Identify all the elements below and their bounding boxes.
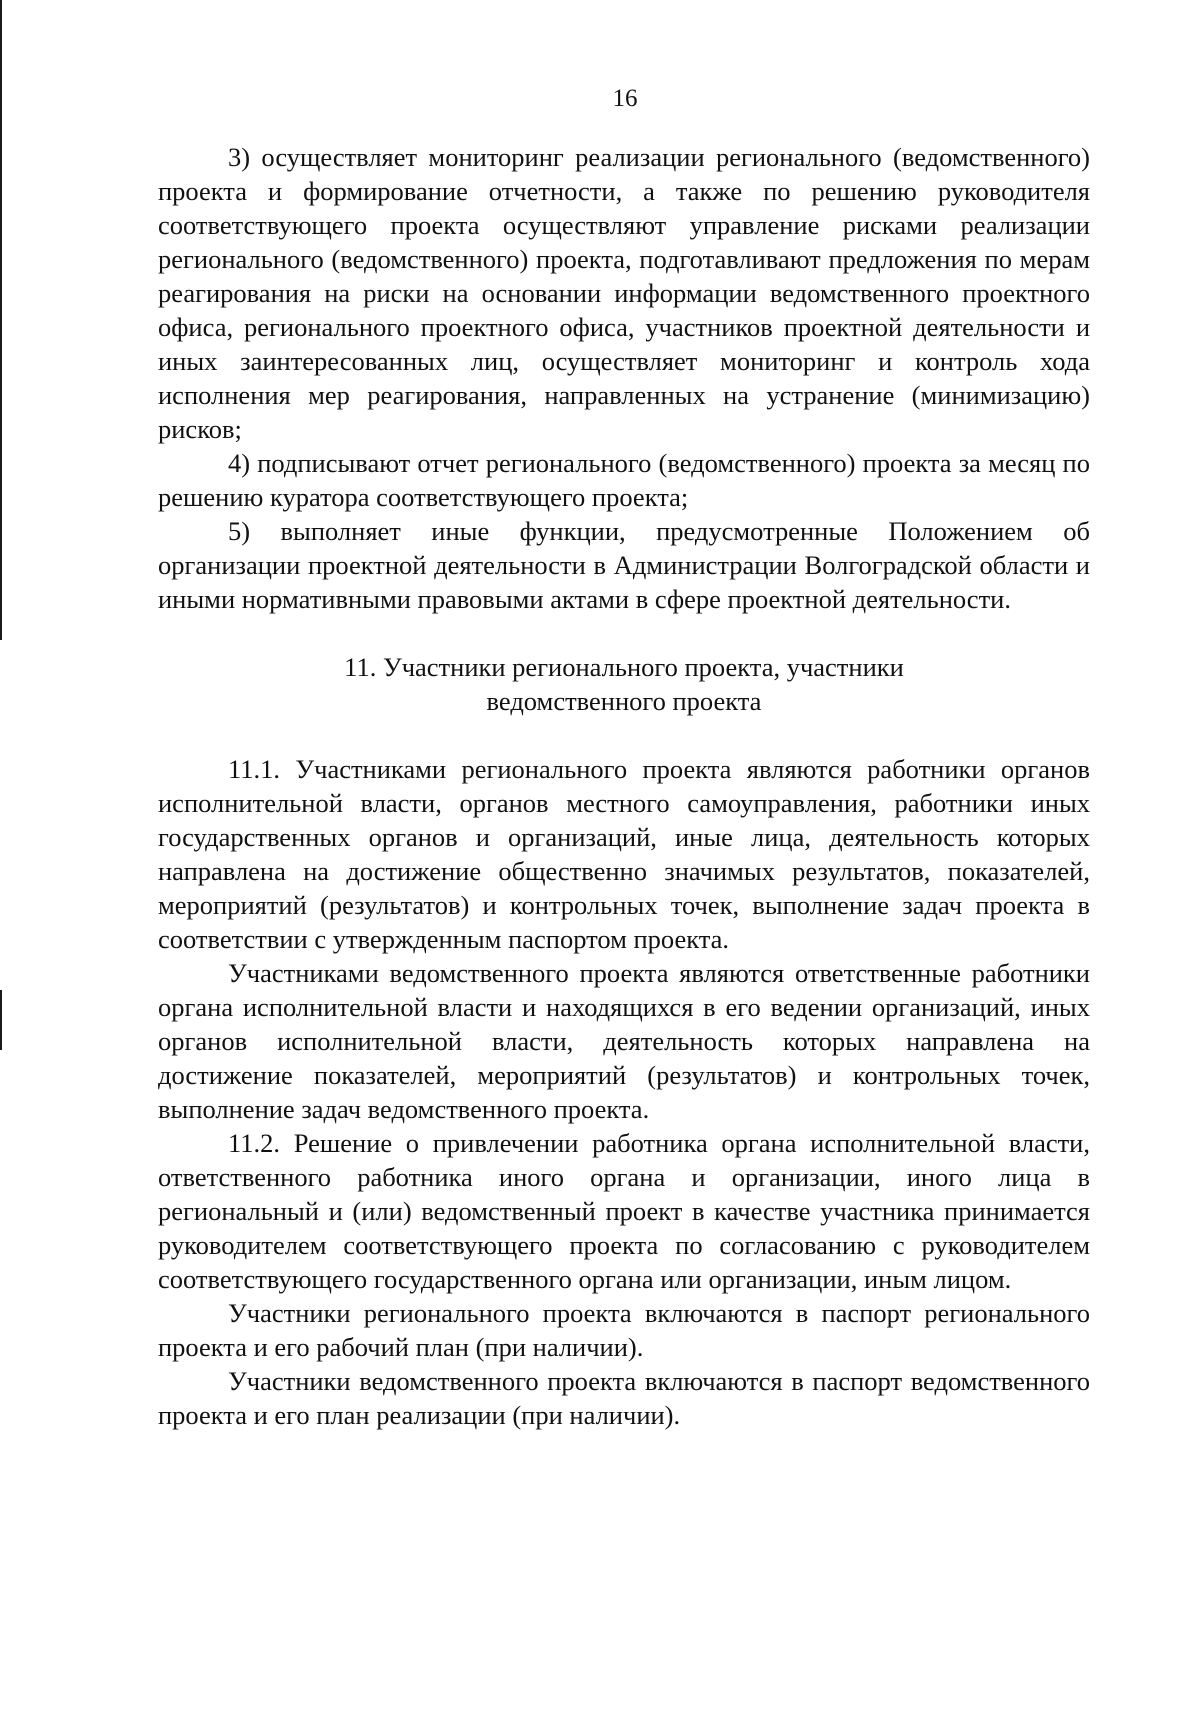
page-number: 16	[612, 85, 638, 112]
paragraph-item-3: 3) осуществляет мониторинг реализации регионального (ведомственного) проекта и формирование отчетности, а также по решению руководителя соответствующего проекта осуществляют управление рисками реализации регионального (ведомственного) проекта, подготавливают предложения по мерам реагирования на риски на основании информации ведомственного проектного офиса, регионального проектного офиса, участников проектной деятельности и иных заинтересованных лиц, осуществляет мониторинг и контроль хода исполнения мер реагирования, направленных на устранение (минимизацию) рисков;	[158, 142, 1090, 444]
section-heading-line-1: 11. Участники регионального проекта, участники	[344, 652, 904, 682]
paragraph-regional-passport: Участники регионального проекта включаются в паспорт регионального проекта и его рабочий план (при наличии).	[158, 1298, 1090, 1362]
paragraph-11-2: 11.2. Решение о привлечении работника органа исполнительной власти, ответственного работника иного органа и организации, иного лица в региональный и (или) ведомственный проект в качестве участника принимается руководителем соответствующего проекта по согласованию с руководителем соответствующего государственного органа или организации, иным лицом.	[158, 1128, 1090, 1294]
section-heading	[158, 650, 1090, 718]
paragraph-departmental-passport: Участники ведомственного проекта включаются в паспорт ведомственного проекта и его план реализации (при наличии).	[158, 1366, 1090, 1430]
scan-edge-line-bottom	[0, 990, 2, 1050]
document-body	[158, 140, 1090, 1432]
paragraph-11-1: 11.1. Участниками регионального проекта являются работники органов исполнительной власти, органов местного самоуправления, работники иных государственных органов и организаций, иные лица, деятельность которых направлена на достижение общественно значимых результатов, показателей, мероприятий (результатов) и контрольных точек, выполнение задач проекта в соответствии с утвержденным паспортом проекта.	[158, 754, 1090, 954]
paragraph-item-5: 5) выполняет иные функции, предусмотренные Положением об организации проектной деятельности в Администрации Волгоградской области и иными нормативными правовыми актами в сфере проектной деятельности.	[158, 516, 1090, 614]
paragraph-departmental-participants: Участниками ведомственного проекта являются ответственные работники органа исполнительной власти и находящихся в его ведении организаций, иных органов исполнительной власти, деятельность которых направлена на достижение показателей, мероприятий (результатов) и контрольных точек, выполнение задач ведомственного проекта.	[158, 958, 1090, 1124]
section-heading-line-2: ведомственного проекта	[486, 686, 762, 716]
paragraph-item-4: 4) подписывают отчет регионального (ведомственного) проекта за месяц по решению куратора соответствующего проекта;	[158, 448, 1090, 512]
